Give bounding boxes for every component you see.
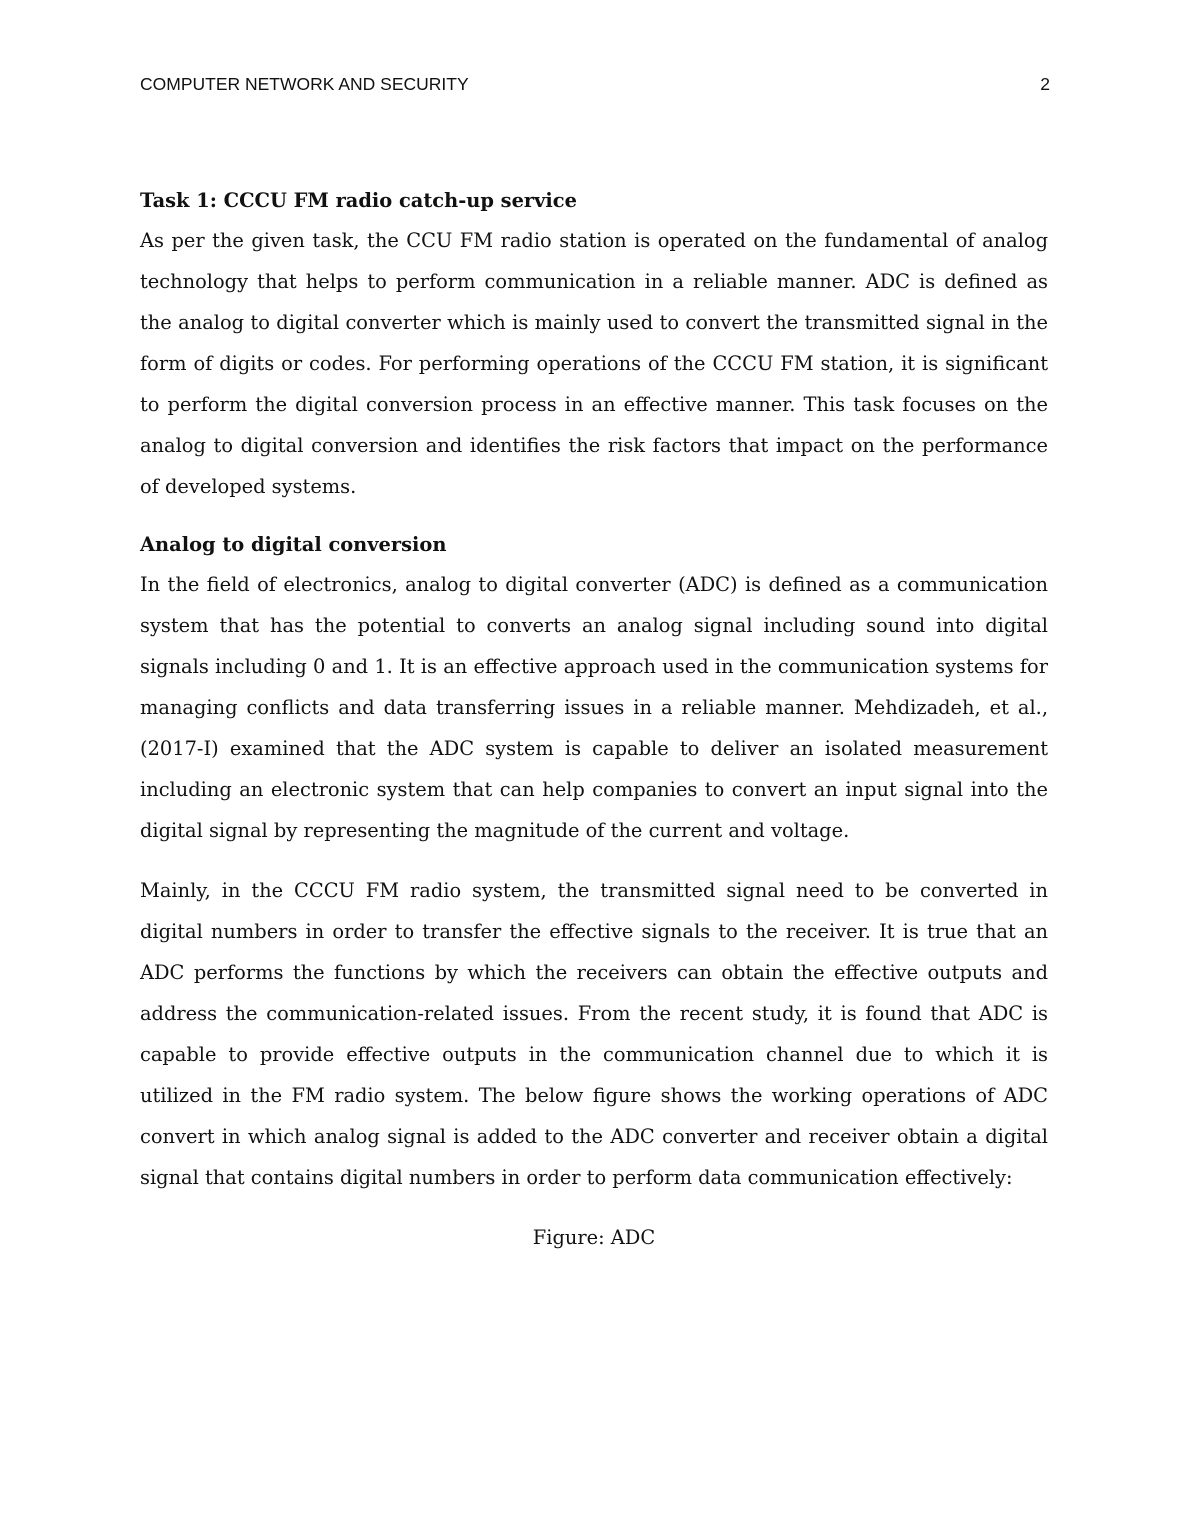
running-header — [140, 72, 1050, 96]
document-body — [140, 182, 1048, 1258]
task-paragraph: As per the given task, the CCU FM radio station is operated on the fundamental of analog technology that helps to perform communication in a reliable manner. ADC is defined as the analog to digital converter which is mainly used to convert the transmitted signal in the form of digits or codes. For performing operations of the CCCU FM station, it is significant to perform the digital conversion process in an effective manner. This task focuses on the analog to digital conversion and identifies the risk factors that impact on the performance of developed systems. — [140, 229, 1048, 498]
adc-heading: Analog to digital conversion — [140, 533, 447, 556]
adc-paragraph-1: In the field of electronics, analog to digital converter (ADC) is defined as a communication system that has the potential to converts an analog signal including sound into digital signals including 0 and 1. It is an effective approach used in the communication systems for managing conflicts and data transferring issues in a reliable manner. Mehdizadeh, et al., (2017-I) examined that the ADC system is capable to deliver an isolated measurement including an electronic system that can help companies to convert an input signal into the digital signal by representing the magnitude of the current and voltage. — [140, 573, 1048, 842]
header-title: COMPUTER NETWORK AND SECURITY — [140, 74, 469, 94]
adc-paragraph-2: Mainly, in the CCCU FM radio system, the transmitted signal need to be converted in digital numbers in order to transfer the effective signals to the receiver. It is true that an ADC performs the functions by which the receivers can obtain the effective outputs and address the communication-related issues. From the recent study, it is found that ADC is capable to provide effective outputs in the communication channel due to which it is utilized in the FM radio system. The below figure shows the working operations of ADC convert in which analog signal is added to the ADC converter and receiver obtain a digital signal that contains digital numbers in order to perform data communication effectively: — [140, 879, 1048, 1189]
task-heading: Task 1: CCCU FM radio catch-up service — [140, 189, 577, 212]
figure-caption: Figure: ADC — [532, 1226, 656, 1249]
page-number: 2 — [1040, 74, 1050, 94]
